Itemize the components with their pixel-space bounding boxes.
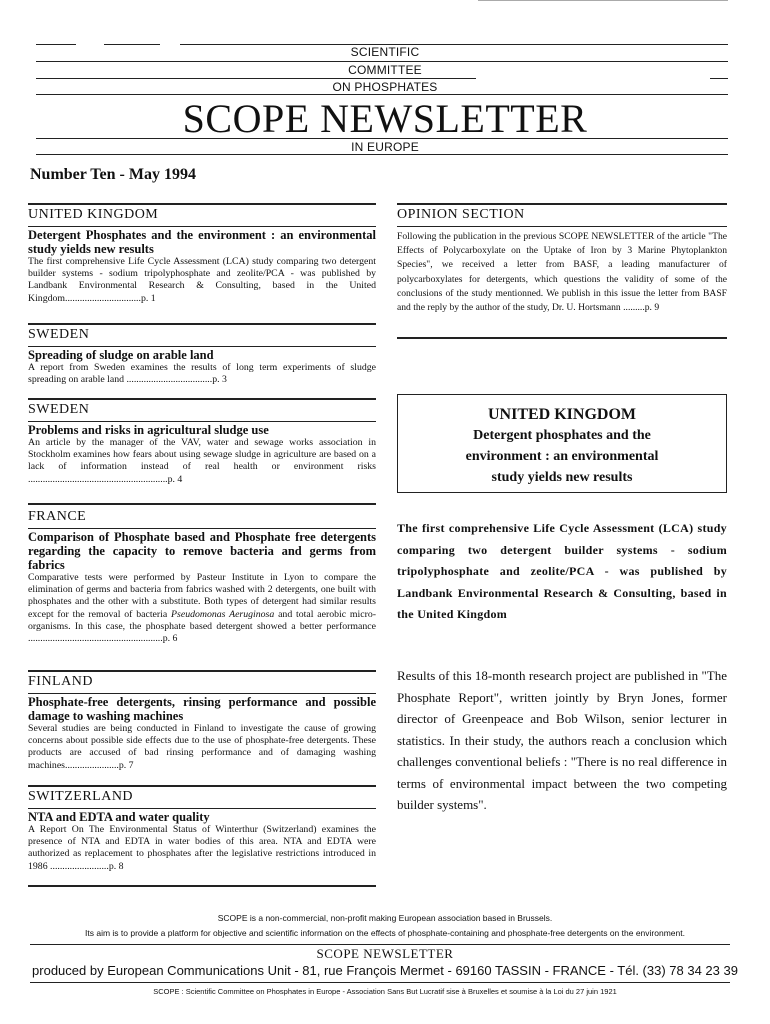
page-ref: ........................p. 8 [50, 860, 124, 872]
toc-item-france [28, 530, 376, 645]
page-ref: ......................p. 7 [65, 759, 134, 771]
section-rule [28, 398, 376, 400]
page-ref: .......................................................p. 6 [28, 633, 178, 645]
masthead-rule [36, 154, 728, 155]
masthead-rule [710, 78, 728, 79]
item-title: Phosphate-free detergents, rinsing performance and possible damage to washing machines [28, 695, 376, 723]
feature-lead: The first comprehensive Life Cycle Assessment (LCA) study comparing two detergent builder systems - sodium tripolyphosphate and zeolite/PCA - was published by Landbank Environmental Research & Consulting, based in the United Kingdom [397, 521, 727, 621]
page-ref: ..............................p. 1 [67, 292, 156, 304]
section-rule [28, 528, 376, 529]
masthead-rule [36, 78, 476, 79]
toc-item-sweden-1 [28, 348, 376, 386]
section-rule [397, 337, 727, 339]
section-rule [28, 226, 376, 227]
section-label-sweden-1: SWEDEN [28, 327, 90, 342]
feature-box-line: Detergent phosphates and the [473, 428, 651, 443]
item-title: Detergent Phosphates and the environment : an environmental study yields new results [28, 228, 376, 256]
item-text: A Report On The Environmental Status of Winterthur (Switzerland) examines the presence of NTA and EDTA in water bodies of this area. NTA and EDTA were authorized as replacement to phosphates after the legislative restrictions introduced in 1986 [28, 824, 376, 872]
item-text: A report from Sweden examines the results of long term experiments of sludge spreading on arable land [28, 362, 376, 386]
masthead-line-4: IN EUROPE [351, 140, 419, 154]
footer-legal: SCOPE : Scientific Committee on Phosphates in Europe - Association Sans But Lucratif sise à Bruxelles et soumise à la Loi du 27 juin 1921 [153, 987, 617, 996]
footer-title: SCOPE NEWSLETTER [316, 946, 454, 961]
section-rule [28, 693, 376, 694]
footer-rule [30, 944, 730, 945]
opinion-heading: OPINION SECTION [397, 207, 525, 222]
section-rule [28, 346, 376, 347]
toc-item-finland [28, 695, 376, 772]
toc-item-uk [28, 228, 376, 305]
issue-number: Number Ten - May 1994 [30, 166, 196, 183]
section-label-uk: UNITED KINGDOM [28, 207, 159, 222]
item-text: The first comprehensive Life Cycle Assessment (LCA) study comparing two detergent builder systems - sodium tripolyphosphate and zeolite/PCA - was published by Landbank Environmental Research & Consulting, based in the United Kingdom. [28, 256, 376, 304]
item-text: and total aerobic micro-organisms. In this case, the phosphate based detergent showed a better performance [28, 608, 376, 632]
item-text: An article by the manager of the VAV, water and sewage works association in Stockholm examines how fears about using sewage sludge in agriculture are based on a lack of information instead of real health or environment risks [28, 437, 376, 473]
page-ref: .........p. 9 [623, 302, 660, 314]
masthead-rule [36, 61, 728, 62]
footer-rule [30, 982, 730, 983]
page-ref: ...................................p. 3 [126, 374, 227, 386]
toc-item-sweden-2 [28, 423, 376, 486]
feature-box-heading: UNITED KINGDOM [487, 406, 636, 423]
section-label-switzerland: SWITZERLAND [28, 789, 134, 804]
feature-body: Results of this 18-month research project are published in "The Phosphate Report", written jointly by Bryn Jones, former director of Greenpeace and Bob Wilson, senior lecturer in statistics. In their study, the authors reach a conclusion which challenges conventional beliefs : "There is no real difference in terms of environmental impact between the two competing builder systems". [397, 668, 727, 812]
toc-item-switzerland [28, 810, 376, 873]
feature-box-line: environment : an environmental [465, 449, 659, 464]
item-title: Problems and risks in agricultural sludge use [28, 423, 269, 437]
item-text: Several studies are being conducted in Finland to investigate the cause of growing concerns about possible side effects due to the use of phosphate-free detergents. These products are accused of bad rinsing performance and of damaging washing machines [28, 723, 376, 771]
section-rule [28, 808, 376, 809]
section-rule [28, 785, 376, 787]
section-rule [28, 503, 376, 505]
section-rule [28, 885, 376, 887]
item-title: NTA and EDTA and water quality [28, 810, 210, 824]
footer-line-1: SCOPE is a non-commercial, non-profit making European association based in Brussels. [217, 913, 553, 923]
section-label-finland: FINLAND [28, 674, 93, 689]
newsletter-title: SCOPE NEWSLETTER [182, 96, 588, 141]
masthead-line-3: ON PHOSPHATES [332, 80, 438, 94]
footer-line-2: Its aim is to provide a platform for objective and scientific information on the effects of phosphate-containing and phosphate-free detergents on the environment. [85, 928, 685, 938]
item-title: Spreading of sludge on arable land [28, 348, 214, 362]
masthead-line-2: COMMITTEE [348, 63, 422, 77]
footer-address: produced by European Communications Unit - 81, rue François Mermet - 69160 TASSIN - FRANCE - Tél. (33) 78 34 23 39 [32, 963, 738, 978]
section-label-france: FRANCE [28, 509, 87, 524]
opinion-text-block [397, 230, 727, 315]
section-rule [28, 421, 376, 422]
feature-box-line: study yields new results [491, 470, 633, 485]
item-title: Comparison of Phosphate based and Phosphate free detergents regarding the capacity to remove bacteria and germs from fabrics [28, 530, 376, 572]
section-label-sweden-2: SWEDEN [28, 402, 90, 417]
item-text-italic: Pseudomonas Aeruginosa [171, 608, 275, 620]
section-rule [397, 226, 727, 227]
item-text: Comparative tests were performed by Pasteur Institute in Lyon to compare the elimination of germs and bacteria from fabrics washed with 2 detergents, one built with phosphates and the other with a substitute. Both types of detergent had similar results except for the removal of bacteria [28, 572, 376, 620]
feature-box [397, 394, 727, 493]
page-ref: .........................................................p. 4 [28, 473, 183, 485]
section-rule [28, 670, 376, 672]
top-edge-rule [478, 0, 728, 1]
opinion-text: Following the publication in the previous SCOPE NEWSLETTER of the article "The Effects of Polycarboxylate on the Uptake of Iron by 3 Marine Phytoplankton Species", we received a letter from BASF, a leading manufacturer of polycarboxylates for detergents, which questions the validity of some of the conclusions of the study mentionned. We publish in this issue the letter from BASF and the reply by the author of the study, Dr. U. Hortsmann [397, 231, 727, 314]
masthead-line-1: SCIENTIFIC [350, 45, 420, 59]
section-rule [28, 323, 376, 325]
section-rule [28, 203, 376, 205]
section-rule [397, 203, 727, 205]
